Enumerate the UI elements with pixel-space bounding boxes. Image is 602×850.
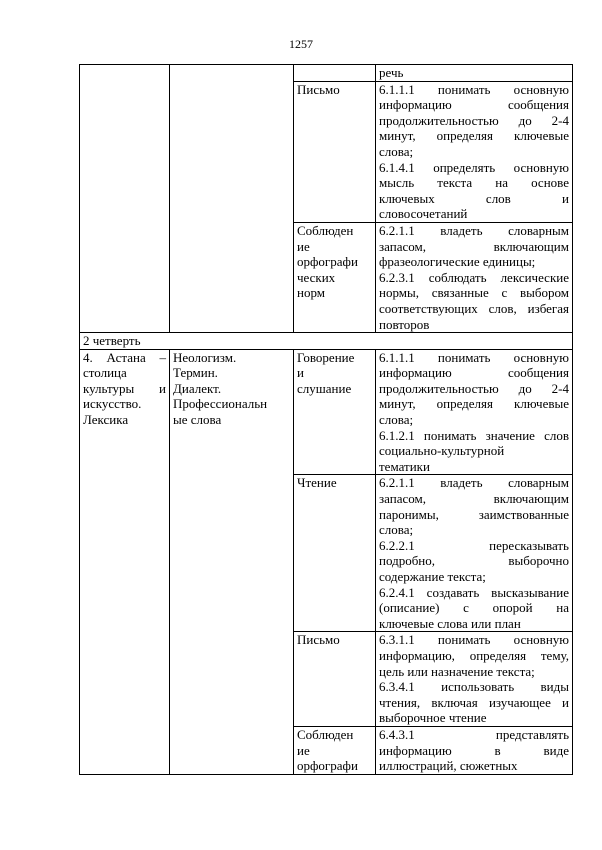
text-line: слова; <box>379 522 414 538</box>
text-line: продолжительностью до 2-4 <box>379 380 569 396</box>
text-line: выборочное чтение <box>379 710 487 726</box>
text-line: фразеологические единицы; <box>379 254 536 270</box>
text-line: информацию, определяя тему, <box>379 647 569 663</box>
text-line: содержание текста; <box>379 569 486 584</box>
learning-objective <box>379 538 569 585</box>
text-line: мысль текста на основе <box>379 175 569 191</box>
text-line: минут, определяя ключевые <box>379 396 569 412</box>
text-line: орфографи <box>297 758 358 774</box>
text-line: Письмо <box>297 81 340 97</box>
text-line: нормы, связанные с выбором <box>379 285 569 301</box>
table-row <box>80 333 573 350</box>
objectives-cell <box>376 65 573 82</box>
text-line: Соблюден <box>297 726 354 742</box>
text-line: Лексика <box>83 412 129 428</box>
skill-cell <box>294 726 376 774</box>
learning-objective <box>379 428 569 475</box>
text-line: ческих <box>297 269 336 285</box>
text-line: 6.1.4.1 определять основную <box>379 159 569 175</box>
learning-objective <box>379 632 569 679</box>
text-line: Письмо <box>297 632 340 648</box>
text-line: ие <box>297 742 310 758</box>
objectives-cell <box>376 81 573 222</box>
skill-cell <box>294 349 376 475</box>
text-line: речь <box>379 65 404 80</box>
text-line: норм <box>297 285 325 301</box>
text-line: подробно, выборочно <box>379 553 569 569</box>
section-cell <box>80 349 170 774</box>
text-line: ие <box>297 238 310 254</box>
skill-cell <box>294 222 376 332</box>
text-line: столица <box>83 365 127 381</box>
text-line: запасом, включающим <box>379 491 569 507</box>
text-line: запасом, включающим <box>379 238 569 254</box>
topic-cell <box>170 349 294 774</box>
text-line: 6.2.3.1 соблюдать лексические <box>379 269 569 285</box>
text-line: искусство. <box>83 396 142 412</box>
text-line: ые слова <box>173 412 222 428</box>
topic-cell-empty <box>170 65 294 333</box>
curriculum-table <box>79 64 573 775</box>
text-line: тематики <box>379 458 430 474</box>
text-line: Говорение <box>297 349 355 365</box>
objectives-cell <box>376 475 573 632</box>
text-line: ключевых слов и <box>379 190 569 206</box>
text-line: Чтение <box>297 475 337 491</box>
text-line: повторов <box>379 316 430 332</box>
learning-objective <box>379 727 569 774</box>
text-line: Соблюден <box>297 222 354 238</box>
text-line: 6.1.1.1 понимать основную <box>379 81 569 97</box>
skill-cell <box>294 81 376 222</box>
text-line: информацию сообщения <box>379 365 569 381</box>
text-line: социально-культурной <box>379 443 505 459</box>
text-line: 6.2.2.1 пересказывать <box>379 537 569 553</box>
learning-objective <box>379 679 569 726</box>
learning-objective <box>379 223 569 270</box>
text-line: 6.2.4.1 создавать высказывание <box>379 584 569 600</box>
text-line: чтения, включая изучающее и <box>379 694 569 710</box>
objectives-cell <box>376 726 573 774</box>
objectives-cell <box>376 349 573 475</box>
learning-objective <box>379 160 569 222</box>
learning-objective <box>379 270 569 332</box>
objectives-cell <box>376 632 573 727</box>
skill-cell-empty <box>294 65 376 82</box>
text-line: 6.1.2.1 понимать значение слов <box>379 427 569 443</box>
text-line: (описание) с опорой на <box>379 600 569 616</box>
learning-objective <box>379 350 569 428</box>
text-line: Термин. <box>173 365 218 381</box>
text-line: Неологизм. <box>173 349 237 365</box>
text-line: и <box>297 365 304 381</box>
text-line: 6.2.1.1 владеть словарным <box>379 222 569 238</box>
skill-cell <box>294 475 376 632</box>
section-cell-empty <box>80 65 170 333</box>
text-line: 6.2.1.1 владеть словарным <box>379 475 569 491</box>
text-line: информацию сообщения <box>379 97 569 113</box>
text-line: орфографи <box>297 254 358 270</box>
text-line: Профессиональн <box>173 396 268 412</box>
page-number: 1257 <box>289 37 313 51</box>
text-line: паронимы, заимствованные <box>379 506 569 522</box>
text-line: 6.1.1.1 понимать основную <box>379 349 569 365</box>
text-line: слова; <box>379 412 414 428</box>
text-line: 4. Астана – <box>83 349 166 365</box>
text-line: цель или назначение текста; <box>379 663 535 679</box>
learning-objective <box>379 475 569 537</box>
table-row <box>80 65 573 82</box>
text-line: продолжительностью до 2-4 <box>379 112 569 128</box>
learning-objective <box>379 82 569 160</box>
skill-cell <box>294 632 376 727</box>
text-line: минут, определяя ключевые <box>379 128 569 144</box>
text-line: слова; <box>379 143 414 159</box>
text-line: информацию в виде <box>379 742 569 758</box>
text-line: 6.4.3.1 представлять <box>379 726 569 742</box>
learning-objective <box>379 585 569 632</box>
text-line: слушание <box>297 380 352 396</box>
text-line: Диалект. <box>173 380 222 396</box>
text-line: культуры и <box>83 380 166 396</box>
text-line: 6.3.1.1 понимать основную <box>379 632 569 648</box>
text-line: 6.3.4.1 использовать виды <box>379 679 569 695</box>
text-line: соответствующих слов, избегая <box>379 300 569 316</box>
objectives-cell <box>376 222 573 332</box>
text-line: иллюстраций, сюжетных <box>379 758 518 774</box>
quarter-label: 2 четверть <box>80 333 573 350</box>
text-line: словосочетаний <box>379 206 468 222</box>
text-line: ключевые слова или план <box>379 615 521 631</box>
table-row <box>80 349 573 475</box>
